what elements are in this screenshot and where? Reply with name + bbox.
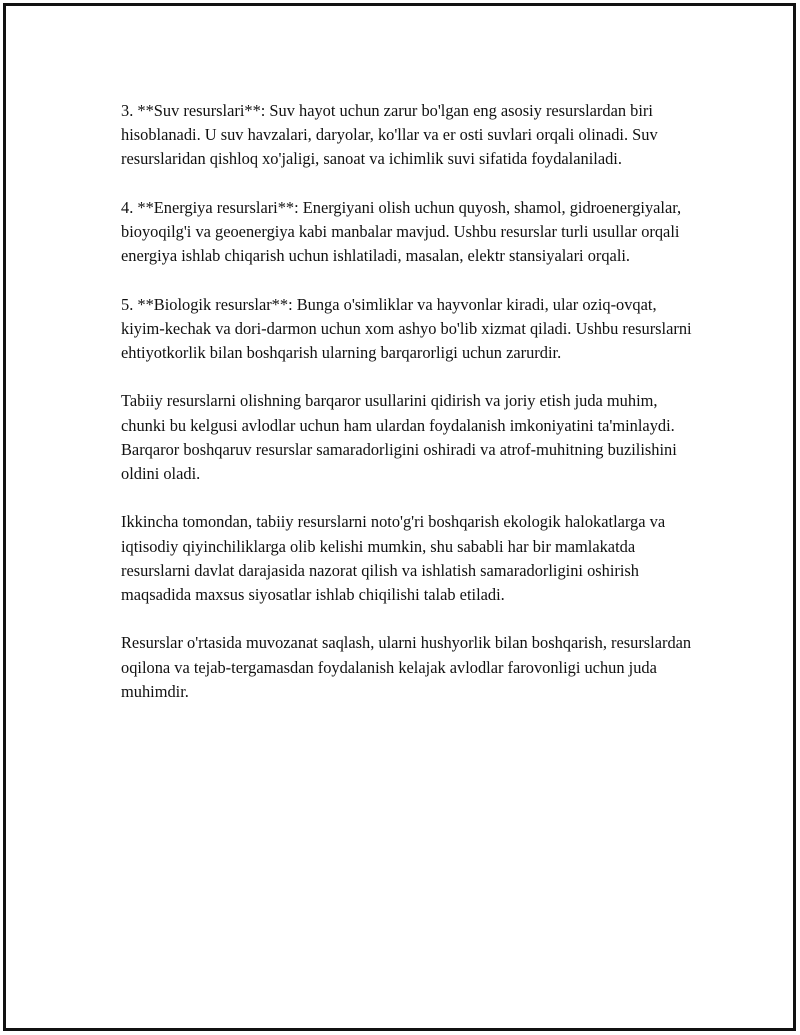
paragraph-balance: Resurslar o'rtasida muvozanat saqlash, ularni hushyorlik bilan boshqarish, resurslardan oqilona va tejab-tergamasdan foydalanish kelajak avlodlar farovonligi uchun juda muhimdir. [121, 633, 692, 701]
paragraph-biological-resources: 5. **Biologik resurslar**: Bunga o'simliklar va hayvonlar kiradi, ular oziq-ovqat, kiyim-kechak va dori-darmon uchun xom ashyo bo'lib xizmat qiladi. Ushbu resurslarni ehtiyotkorlik bilan boshqarish ularning barqarorligi uchun zarurdir. [121, 294, 692, 362]
paragraph-sustainable-methods: Tabiiy resurslarni olishning barqaror usullarini qidirish va joriy etish juda muhim, chunki bu kelgusi avlodlar uchun ham ulardan foydalanish imkoniyatini ta'minlaydi. Barqaror boshqaruv resurslar samaradorligini oshiradi va atrof-muhitning buzilishini oldini oladi. [121, 391, 677, 483]
document-body [121, 99, 696, 728]
paragraph-energy-resources: 4. **Energiya resurslari**: Energiyani olish uchun quyosh, shamol, gidroenergiyalar, bioyoqilg'i va geoenergiya kabi manbalar mavjud. Ushbu resurslar turli usullar orqali energiya ishlab chiqarish uchun ishlatiladi, masalan, elektr stansiyalari orqali. [121, 197, 682, 266]
paragraph-water-resources: 3. **Suv resurslari**: Suv hayot uchun zarur bo'lgan eng asosiy resurslardan biri hisoblanadi. U suv havzalari, daryolar, ko'llar va er osti suvlari orqali olinadi. Suv resurslaridan qishloq xo'jaligi, sanoat va ichimlik suvi sifatida foydalaniladi. [121, 101, 658, 169]
paragraph-mismanagement: Ikkincha tomondan, tabiiy resurslarni noto'g'ri boshqarish ekologik halokatlarga va iqtisodiy qiyinchiliklarga olib kelishi mumkin, shu sababli har bir mamlakatda resurslarni davlat darajasida nazorat qilish va ishlatish samaradorligini oshirish maqsadida maxsus siyosatlar ishlab chiqilishi talab etiladi. [121, 512, 666, 604]
page-frame [3, 3, 796, 1031]
